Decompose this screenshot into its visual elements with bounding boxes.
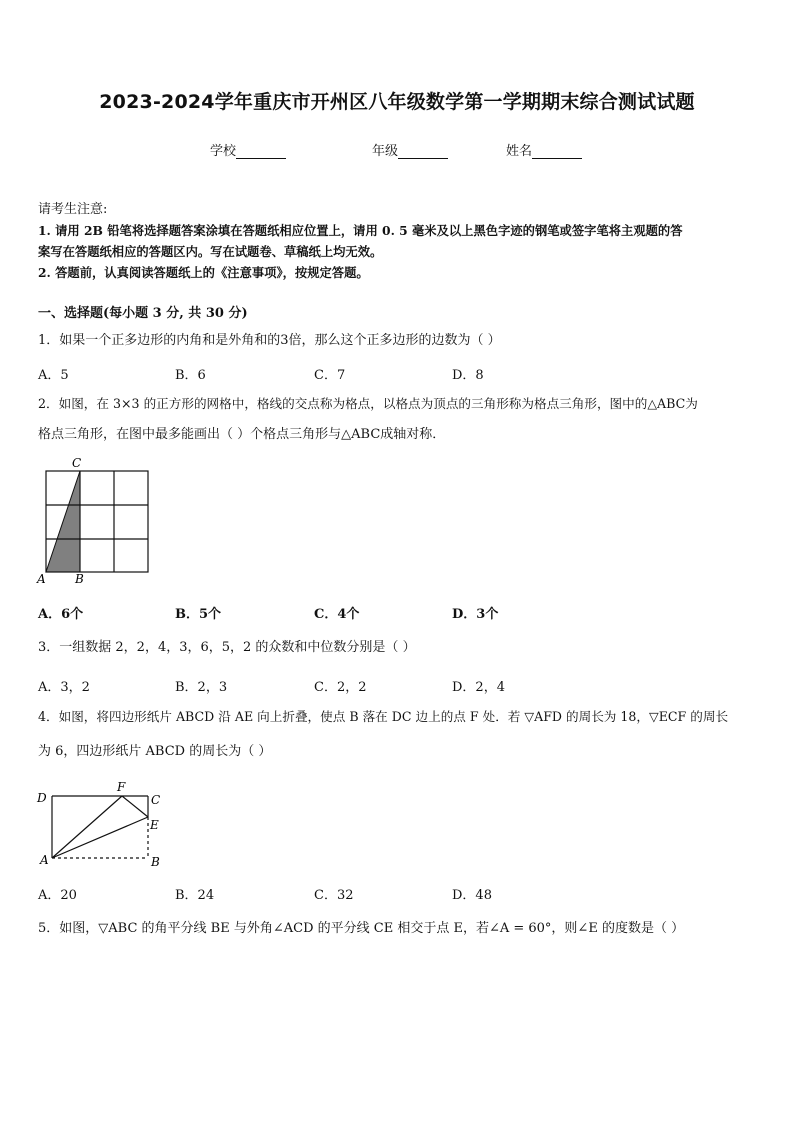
question-4-line2: 为 6，四边形纸片 ABCD 的周长为（ ）: [38, 744, 272, 759]
q1-option-b: B．6: [175, 368, 206, 383]
name-label: 姓名: [506, 144, 533, 159]
q4-option-b: B．24: [175, 888, 215, 903]
q2-grid-figure: [36, 455, 156, 590]
q2-option-b: B．5个: [175, 607, 222, 622]
name-field: [506, 140, 582, 159]
q4-option-d: D．48: [452, 888, 492, 903]
q1-option-c: C．7: [314, 368, 346, 383]
q2-label-c: C: [72, 456, 82, 470]
q3-option-b: B．2，3: [175, 680, 228, 695]
question-3: 3．一组数据 2，2，4，3，6，5，2 的众数和中位数分别是（ ）: [38, 640, 416, 655]
notice-heading: 请考生注意:: [38, 202, 108, 217]
q4-label-e: E: [150, 818, 159, 832]
q2-option-a: A．6个: [38, 607, 84, 622]
q2-triangle-abc: [46, 471, 80, 572]
question-1: 1．如果一个正多边形的内角和是外角和的3倍，那么这个正多边形的边数为（ ）: [38, 333, 501, 348]
q4-option-a: A．20: [38, 888, 77, 903]
q4-quadrilateral: [52, 796, 148, 858]
q4-label-f: F: [117, 780, 126, 794]
q4-label-b: B: [151, 855, 160, 869]
notice-item1-line2: 案写在答题纸相应的答题区内。写在试题卷、草稿纸上均无效。: [38, 244, 383, 259]
q2-option-c: C．4个: [314, 607, 360, 622]
page-title: 2023-2024学年重庆市开州区八年级数学第一学期期末综合测试试题: [99, 91, 695, 113]
school-label: 学校: [210, 144, 237, 159]
q4-fold-figure: [34, 778, 169, 873]
question-4-line1: 4．如图，将四边形纸片 ABCD 沿 AE 向上折叠，使点 B 落在 DC 边上的点 F 处．若 ▽AFD 的周长为 18，▽ECF 的周长: [38, 709, 729, 724]
q2-label-b: B: [75, 572, 84, 586]
question-2-line2: 格点三角形，在图中最多能画出（ ）个格点三角形与△ABC成轴对称．: [38, 427, 446, 442]
grade-field: [372, 140, 448, 159]
name-blank: [532, 144, 582, 159]
q4-option-c: C．32: [314, 888, 354, 903]
q3-option-c: C．2，2: [314, 680, 367, 695]
q2-option-d: D．3个: [452, 607, 499, 622]
q1-option-a: A．5: [38, 368, 69, 383]
grade-label: 年级: [372, 144, 399, 159]
q4-label-c: C: [151, 793, 161, 807]
q3-option-a: A．3，2: [38, 680, 90, 695]
notice-item2: 2. 答题前，认真阅读答题纸上的《注意事项》，按规定答题。: [38, 265, 369, 280]
grade-blank: [398, 144, 448, 159]
school-blank: [236, 144, 286, 159]
q4-label-d: D: [37, 791, 47, 805]
q4-label-a: A: [40, 853, 49, 867]
school-field: [210, 140, 286, 159]
question-2-line1: 2．如图，在 3×3 的正方形的网格中，格线的交点称为格点，以格点为顶点的三角形称为格点三角形，图中的△ABC为: [38, 396, 698, 411]
question-5: 5．如图，▽ABC 的角平分线 BE 与外角∠ACD 的平分线 CE 相交于点 E，若∠A = 60°，则∠E 的度数是（ ）: [38, 921, 685, 936]
q3-option-d: D．2，4: [452, 680, 505, 695]
q2-label-a: A: [37, 572, 46, 586]
q1-option-d: D．8: [452, 368, 484, 383]
section-heading: 一、选择题(每小题 3 分, 共 30 分): [38, 306, 248, 321]
notice-item1-line1: 1. 请用 2B 铅笔将选择题答案涂填在答题纸相应位置上，请用 0. 5 毫米及以上黑色字迹的钢笔或签字笔将主观题的答: [38, 223, 683, 238]
